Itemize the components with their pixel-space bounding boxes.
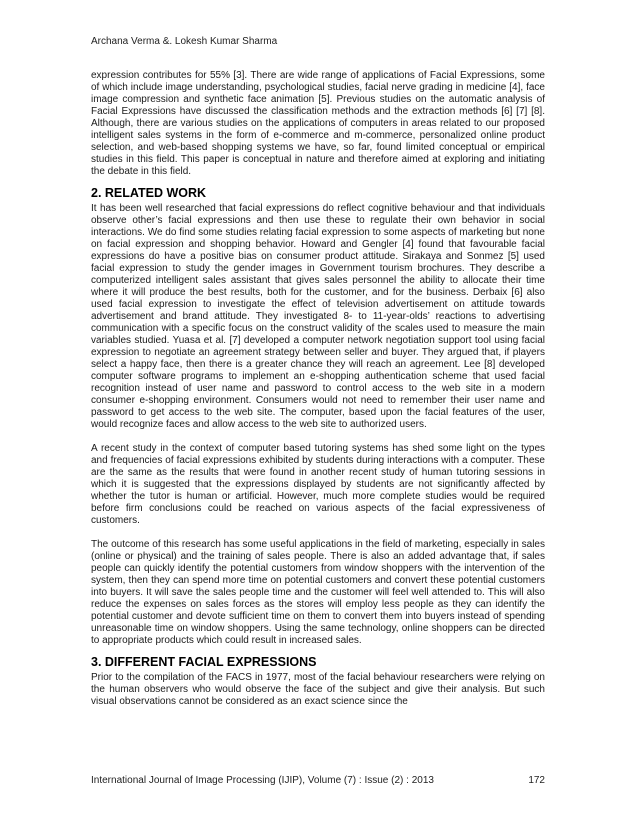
- paragraph-gap: [91, 527, 545, 539]
- page-body: [91, 70, 545, 708]
- related-work-paragraph-1: It has been well researched that facial expressions do reflect cognitive behaviour and that individuals observe other’s facial expressions and then use these to regulate their own behavior in social interactions. We do find some studies relating facial expression to some aspects of marketing but none on facial expression and shopping behavior. Howard and Gengler [4] found that favourable facial expressions do have a positive bias on consumer product attitude. Sirakaya and Sonmez [5] used facial expression to study the gender images in Government tourism brochures. They describe a computerized intelligent sales assistant that gives sales personnel the ability to allocate their time where it will produce the best results, both for the customer, and for the business. Derbaix [6] also used facial expression to investigate the effect of television advertisement on attitude towards advertisement and brand attitude. They investigated 8- to 11-year-olds’ reactions to advertising communication with a specific focus on the construct validity of the scales used to measure the main variables studied. Yuasa et al. [7] developed a computer network negotiation support tool using facial expression to negotiate an agreement strategy between seller and buyer. They argued that, if players select a happy face, then there is a greater chance they will reach an agreement. Lee [8] developed computer software programs to implement an e-shopping authentication scheme that used facial recognition instead of user name and password to control access to the web site in a modern consumer e-shopping environment. Consumers would not need to remember their user name and password to get access to the web site. The computer, based upon the facial features of the user, would recognize faces and allow access to the web site to authorized users.: [91, 203, 545, 430]
- related-work-paragraph-2: A recent study in the context of computer based tutoring systems has shed some light on the types and frequencies of facial expressions exhibited by students during interactions with a computer. These are the same as the results that were found in another recent study of human tutoring sessions in which it is suggested that the expressions displayed by students are not significantly affected by whether the tutor is human or artificial. However, much more complete studies would be required before firm conclusions could be reached on various aspects of the facial expressiveness of customers.: [91, 443, 545, 526]
- paragraph-gap: [91, 431, 545, 443]
- section-heading-facial-expressions: 3. DIFFERENT FACIAL EXPRESSIONS: [91, 655, 317, 669]
- footer-page-number: 172: [528, 775, 545, 786]
- intro-paragraph: expression contributes for 55% [3]. There are wide range of applications of Facial Expressions, some of which include image understanding, psychological studies, facial nerve grading in medicine [4], face image compression and synthetic face animation [5]. Previous studies on the automatic analysis of Facial Expressions have discussed the classification methods and the extraction methods [6] [7] [8]. Although, there are various studies on the applications of computers in areas related to our proposed intelligent sales systems in the form of e-commerce and m-commerce, personalized online product selection, and web-based shopping systems we have, so far, found limited conceptual or empirical studies in this field. This paper is conceptual in nature and therefore aimed at exploring and initiating the debate in this field.: [91, 70, 545, 177]
- section-heading-related-work: 2. RELATED WORK: [91, 186, 207, 200]
- page-footer: [91, 775, 545, 786]
- related-work-paragraph-3: The outcome of this research has some useful applications in the field of marketing, especially in sales (online or physical) and the training of sales people. There is also an added advantage that, if sales people can quickly identify the potential customers from window shoppers with the intervention of the system, then they can spend more time on potential customers and convert these potential customers into buyers. It will save the sales people time and the customer will feel well attended to. This will also reduce the expenses on sales forces as the stores will employ less people as they can identify the potential customer and devote sufficient time on them to convert them into buyers instead of spending unreasonable time on window shoppers. Using the same technology, online shoppers can be directed to appropriate products which could result in increased sales.: [91, 539, 545, 646]
- running-head-authors: Archana Verma &. Lokesh Kumar Sharma: [91, 36, 278, 47]
- facial-expressions-paragraph-1: Prior to the compilation of the FACS in 1977, most of the facial behaviour researchers were relying on the human observers who would observe the face of the subject and give their analysis. But such visual observations cannot be considered as an exact science since the: [91, 672, 545, 707]
- footer-journal-citation: International Journal of Image Processing (IJIP), Volume (7) : Issue (2) : 2013: [91, 775, 434, 786]
